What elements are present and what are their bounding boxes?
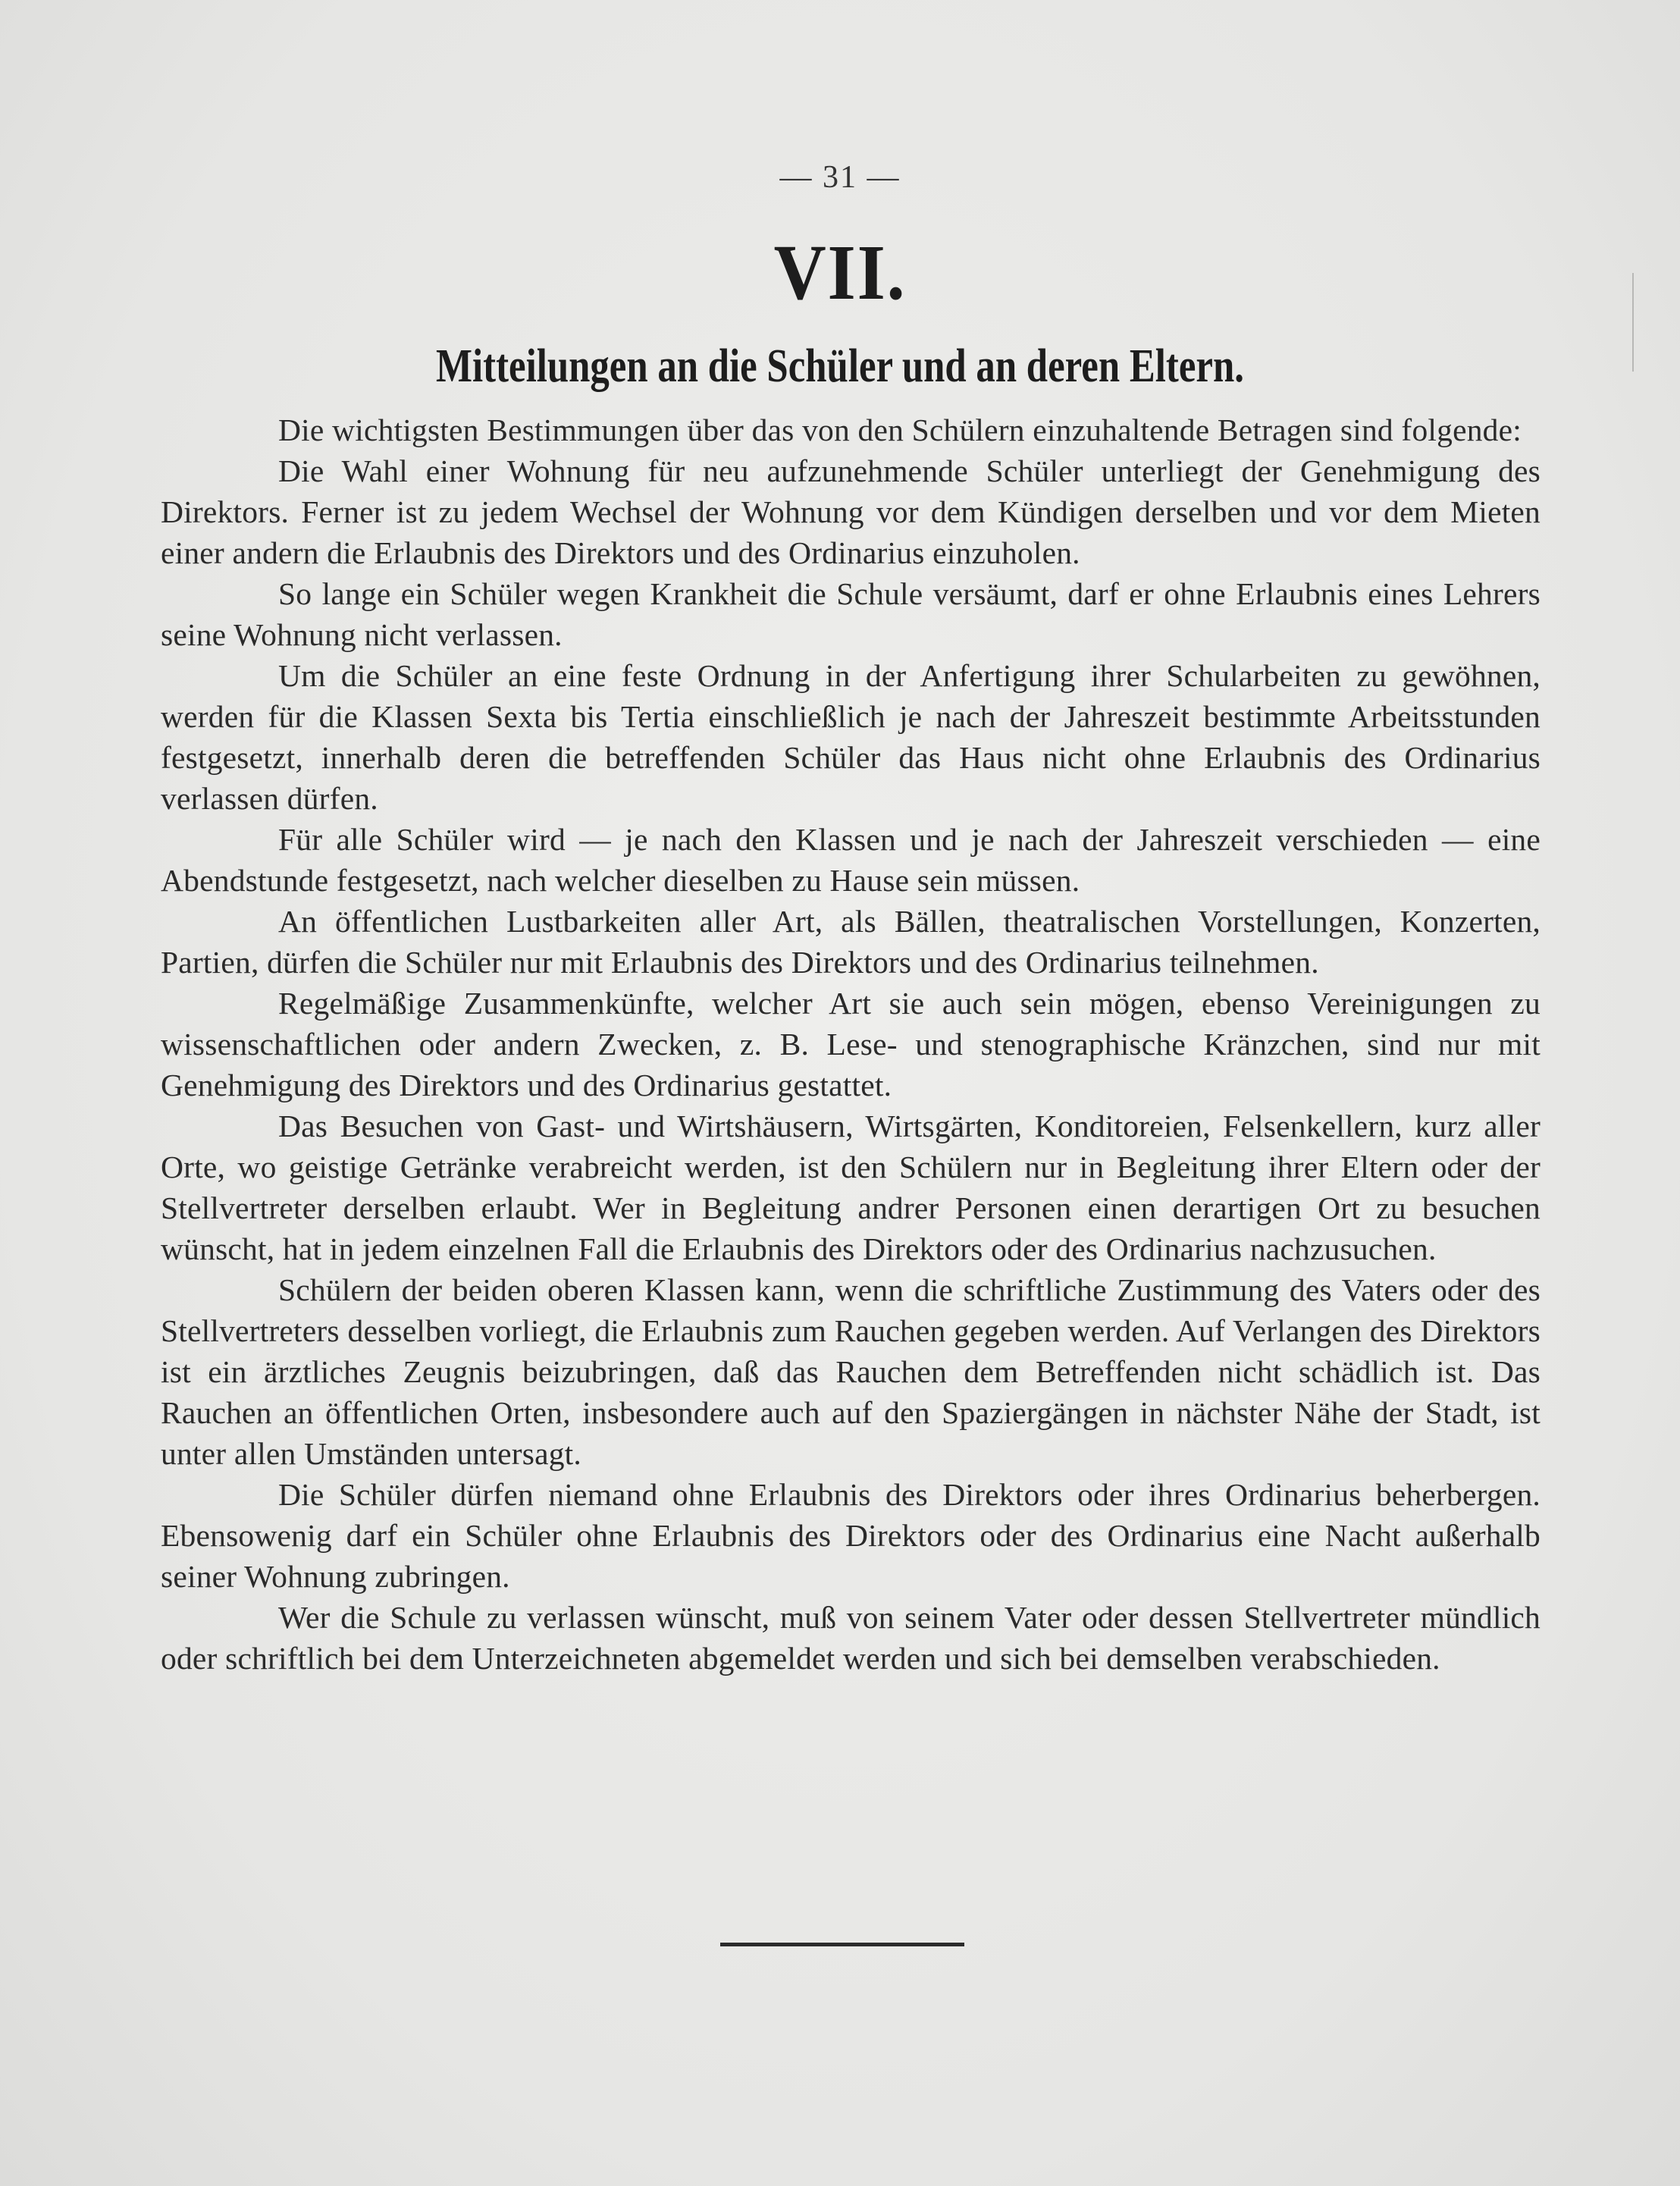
body-text	[161, 409, 1541, 1679]
paragraph: Regelmäßige Zusammenkünfte, welcher Art sie auch sein mögen, ebenso Vereinigungen zu wissenschaftlichen oder andern Zwecken, z. B. Lese- und stenographische Kränzchen, sind nur mit Genehmigung des Direktors und des Ordinarius gestattet.	[161, 986, 1541, 1102]
section-title: Mitteilungen an die Schüler und an deren Eltern.	[436, 340, 1244, 392]
paragraph: Die Wahl einer Wohnung für neu aufzunehmende Schüler unterliegt der Genehmigung des Direktors. Ferner ist zu jedem Wechsel der Wohnung vor dem Kündigen derselben und vor dem Mieten einer andern die Erlaubnis des Direktors und des Ordinarius einzuholen.	[161, 453, 1541, 570]
margin-mark	[1632, 273, 1634, 372]
paragraph: So lange ein Schüler wegen Krankheit die Schule versäumt, darf er ohne Erlaubnis eines Lehrers seine Wohnung nicht verlassen.	[161, 576, 1541, 652]
paragraph: Wer die Schule zu verlassen wünscht, muß von seinem Vater oder dessen Stellvertreter mündlich oder schriftlich bei dem Unterzeichneten abgemeldet werden und sich bei demselben verabschieden.	[161, 1600, 1541, 1676]
paragraph: Die wichtigsten Bestimmungen über das von den Schülern einzuhaltende Betragen sind folgende:	[278, 412, 1522, 447]
paragraph: An öffentlichen Lustbarkeiten aller Art, als Bällen, theatralischen Vorstellungen, Konzerten, Partien, dürfen die Schüler nur mit Erlaubnis des Direktors und des Ordinarius teilnehmen.	[161, 904, 1541, 980]
page-number: — 31 —	[779, 160, 901, 195]
chapter-number: VII.	[773, 229, 907, 316]
paragraph: Die Schüler dürfen niemand ohne Erlaubnis des Direktors oder ihres Ordinarius beherbergen. Ebensowenig darf ein Schüler ohne Erlaubnis des Direktors oder des Ordinarius eine Nacht außerhalb seiner Wohnung zubringen.	[161, 1477, 1541, 1594]
paragraph: Für alle Schüler wird — je nach den Klassen und je nach der Jahreszeit verschieden — eine Abendstunde festgesetzt, nach welcher dieselben zu Hause sein müssen.	[161, 822, 1541, 898]
paragraph: Das Besuchen von Gast- und Wirtshäusern, Wirtsgärten, Konditoreien, Felsenkellern, kurz aller Orte, wo geistige Getränke verabreicht werden, ist den Schülern nur in Begleitung ihrer Eltern oder der Stellvertreter derselben erlaubt. Wer in Begleitung andrer Personen einen derartigen Ort zu besuchen wünscht, hat in jedem einzelnen Fall die Erlaubnis des Direktors oder des Ordinarius nachzusuchen.	[161, 1109, 1541, 1266]
paragraph: Schülern der beiden oberen Klassen kann, wenn die schriftliche Zustimmung des Vaters oder des Stellvertreters desselben vorliegt, die Erlaubnis zum Rauchen gegeben werden. Auf Verlangen des Direktors ist ein ärztliches Zeugnis beizubringen, daß das Rauchen dem Betreffenden nicht schädlich ist. Das Rauchen an öffentlichen Orten, insbesondere auch auf den Spaziergängen in nächster Nähe der Stadt, ist unter allen Umständen untersagt.	[161, 1272, 1541, 1471]
paragraph: Um die Schüler an eine feste Ordnung in der Anfertigung ihrer Schularbeiten zu gewöhnen, werden für die Klassen Sexta bis Tertia einschließlich je nach der Jahreszeit bestimmte Arbeitsstunden festgesetzt, innerhalb deren die betreffenden Schüler das Haus nicht ohne Erlaubnis des Ordinarius verlassen dürfen.	[161, 658, 1541, 816]
closing-rule	[720, 1943, 964, 1946]
